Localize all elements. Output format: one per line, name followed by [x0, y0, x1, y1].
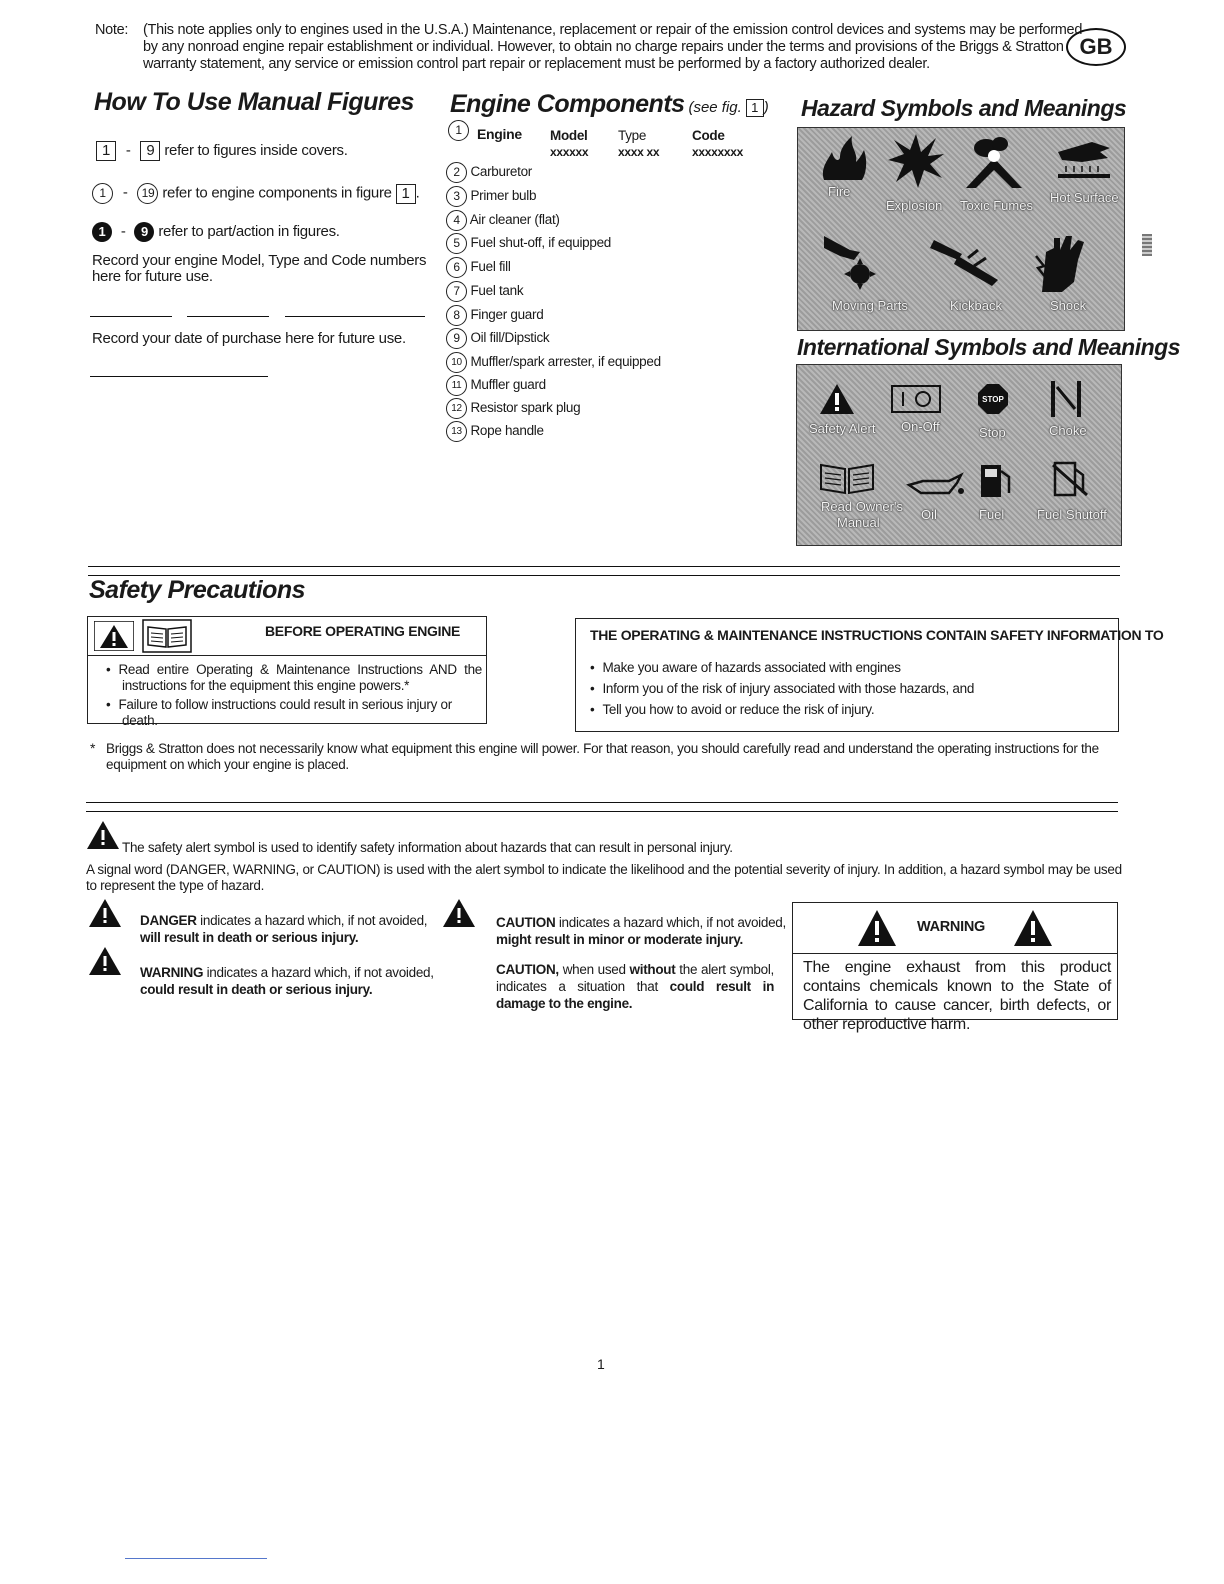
how-to-title: How To Use Manual Figures	[94, 88, 414, 116]
component-item	[446, 375, 546, 396]
components-title-text: Engine Components	[450, 90, 685, 118]
on-off-icon	[891, 385, 941, 413]
component-num: 11	[446, 375, 467, 396]
component-engine-label: Engine	[477, 126, 522, 142]
component-item	[446, 328, 549, 349]
component-item	[446, 162, 532, 183]
component-label: Rope handle	[470, 423, 544, 439]
fire-icon	[818, 134, 870, 182]
component-item	[446, 352, 661, 373]
list-item: • Tell you how to avoid or reduce the risk of injury.	[606, 701, 974, 719]
warning-box-header	[793, 903, 1117, 954]
components-close-paren: )	[763, 99, 769, 116]
danger-consequence: will result in death or serious injury.	[140, 930, 359, 945]
before-operating-title: BEFORE OPERATING ENGINE	[265, 623, 461, 639]
safety-title: Safety Precautions	[89, 576, 306, 604]
component-num: 1	[448, 120, 469, 141]
danger-text: indicates a hazard which, if not avoided,	[200, 913, 428, 928]
warning-consequence: could result in death or serious injury.	[140, 982, 373, 997]
signal-word-text: A signal word (DANGER, WARNING, or CAUTION) is used with the alert symbol to indicate the likelihood and the potential severity of injury. In addition, a hazard symbol may be used to represent the type of hazard.	[86, 862, 1122, 893]
warning-box-title: WARNING	[917, 919, 985, 935]
shock-icon	[1032, 232, 1092, 294]
figure-box-first: 1	[96, 141, 116, 161]
component-item	[446, 398, 580, 419]
safety-alert-icon	[819, 383, 855, 415]
intl-label-safety-alert: Safety Alert	[809, 421, 876, 436]
component-label: Carburetor	[470, 164, 532, 180]
hazard-label-fire: Fire	[828, 184, 851, 199]
figure-box-last: 9	[140, 141, 160, 161]
component-item	[446, 305, 543, 326]
intl-label-oil: Oil	[921, 507, 937, 522]
alert-symbol-text: The safety alert symbol is used to identify safety information about hazards that can result in personal injury.	[122, 840, 733, 855]
caution-text: indicates a hazard which, if not avoided,	[558, 915, 786, 930]
part-dot-first: 1	[92, 222, 112, 242]
component-num: 4	[446, 210, 467, 231]
read-manual-icon	[819, 461, 875, 495]
components-title	[450, 90, 769, 119]
list-item: • Failure to follow instructions could result in serious injury or death.	[122, 697, 482, 729]
international-symbols-panel	[796, 364, 1122, 546]
component-label: Oil fill/Dipstick	[470, 330, 550, 346]
component-circle-last: 19	[137, 183, 158, 204]
figure-ref-line	[96, 141, 348, 161]
hazard-label-toxic-fumes: Toxic Fumes	[960, 198, 1033, 213]
caution-no-symbol-definition	[496, 961, 774, 1012]
read-manual-icon	[142, 619, 192, 653]
intl-label-fuel: Fuel	[979, 507, 1005, 522]
component-item	[446, 257, 511, 278]
warning-text: indicates a hazard which, if not avoided,	[206, 965, 434, 980]
component-item	[446, 210, 560, 231]
list-item: • Make you aware of hazards associated with engines	[606, 659, 974, 677]
safety-alert-icon	[88, 898, 122, 928]
component-num: 12	[446, 398, 467, 419]
component-dash: -	[122, 184, 128, 202]
operating-info-box	[575, 618, 1164, 732]
before-operating-box	[87, 616, 487, 728]
note-text	[143, 22, 1083, 73]
component-type-label: Type	[618, 128, 647, 143]
component-label: Fuel fill	[470, 259, 511, 275]
intl-label-manual: Manual	[837, 515, 880, 530]
warning-box-text: The engine exhaust from this product contains chemicals known to the State of California to cause cancer, birth defects, or other reproductive harm.	[803, 959, 1111, 1033]
part-dot-last: 9	[134, 222, 154, 242]
oil-icon	[905, 471, 965, 499]
record-line-type	[187, 316, 269, 317]
moving-parts-icon	[820, 230, 882, 292]
section-divider-top	[88, 566, 1120, 567]
note-label: Note:	[95, 22, 129, 38]
explosion-icon	[886, 132, 946, 190]
component-model-label: Model	[550, 128, 588, 143]
record-text-line2: here for future use.	[92, 268, 213, 285]
component-circle-first: 1	[92, 183, 113, 204]
fuel-icon	[979, 461, 1013, 499]
component-ref-line: 1 - 19 refer to engine components in figure 1 .	[92, 183, 419, 204]
safety-alert-icon	[88, 946, 122, 976]
caution-consequence: might result in minor or moderate injury.	[496, 932, 743, 947]
list-item: • Inform you of the risk of injury associated with those hazards, and	[606, 680, 974, 698]
component-label: Muffler guard	[470, 377, 546, 393]
component-num: 9	[446, 328, 467, 349]
part-ref-text: refer to part/action in figures.	[158, 222, 340, 240]
component-num: 10	[446, 352, 467, 373]
components-fig-box: 1	[746, 99, 764, 117]
hazard-label-hot-surface: Hot Surface	[1050, 190, 1119, 205]
component-num: 2	[446, 162, 467, 183]
danger-word: DANGER	[140, 913, 197, 928]
part-dash: -	[120, 222, 126, 240]
safety-alert-icon	[1013, 909, 1053, 947]
note-line-2: by any nonroad engine repair establishment or individual. However, to obtain no charge repairs under the terms and provisions of the Briggs & Stratton	[143, 39, 1064, 55]
component-model-value: xxxxxx	[550, 145, 589, 159]
note-line-3: warranty statement, any service or emission control part repair or replacement must be performed by a factory authorized dealer.	[143, 56, 930, 72]
record-text-line1: Record your engine Model, Type and Code numbers	[92, 252, 427, 269]
fuel-shutoff-icon	[1051, 459, 1091, 499]
international-title: International Symbols and Meanings	[797, 334, 1181, 360]
record-line-code	[285, 316, 425, 317]
footnote-text: Briggs & Stratton does not necessarily know what equipment this engine will power. For that reason, you should carefully read and understand the operating instructions for the equipment on which your engine is placed.	[106, 741, 1099, 772]
component-label: Muffler/spark arrester, if equipped	[470, 354, 661, 370]
list-item: • Read entire Operating & Maintenance Instructions AND the instructions for the equipment this engine powers.*	[122, 662, 482, 694]
danger-definition	[140, 912, 440, 946]
intl-label-fuel-shutoff: Fuel Shutoff	[1037, 507, 1107, 522]
component-num: 5	[446, 233, 467, 254]
record-line-model	[90, 316, 172, 317]
warning-word: WARNING	[140, 965, 204, 980]
before-operating-header	[88, 617, 486, 656]
scan-edge-mark	[1142, 234, 1152, 256]
california-warning-box	[792, 902, 1118, 1033]
figure-ref-text: refer to figures inside covers.	[164, 141, 348, 159]
operating-info-list	[588, 659, 974, 722]
safety-alert-icon	[857, 909, 897, 947]
safety-alert-icon	[442, 898, 476, 928]
component-label: Resistor spark plug	[470, 400, 581, 416]
component-num: 7	[446, 281, 467, 302]
component-num: 3	[446, 186, 467, 207]
toxic-fumes-icon	[964, 134, 1028, 192]
component-label: Primer bulb	[470, 188, 537, 204]
record-line-date	[90, 376, 268, 377]
component-num: 8	[446, 305, 467, 326]
operating-info-title: THE OPERATING & MAINTENANCE INSTRUCTIONS CONTAIN SAFETY INFORMATION TO	[590, 627, 1164, 643]
component-num: 6	[446, 257, 467, 278]
component-code-label: Code	[692, 128, 725, 143]
section-divider-bottom-2	[86, 811, 1118, 812]
note-line-1: (This note applies only to engines used in the U.S.A.) Maintenance, replacement or repair of the emission control devices and systems may be performed	[143, 22, 1083, 38]
section-divider-bottom	[86, 802, 1118, 803]
components-header	[448, 118, 768, 162]
before-operating-list	[88, 656, 486, 729]
hazard-label-moving-parts: Moving Parts	[832, 298, 908, 313]
component-code-value: xxxxxxxx	[692, 145, 743, 159]
intl-label-on-off: On-Off	[901, 419, 940, 434]
part-ref-line	[92, 222, 340, 242]
caution2-word: CAUTION,	[496, 962, 559, 977]
intl-label-stop: Stop	[979, 425, 1006, 440]
bottom-edge-line	[125, 1558, 267, 1559]
intl-label-read-manual: Read Owner's	[821, 499, 903, 514]
hazard-label-explosion: Explosion	[886, 198, 943, 213]
component-item	[446, 421, 544, 442]
kickback-icon	[928, 236, 1000, 288]
page-number: 1	[597, 1356, 605, 1372]
component-type-value: xxxx xx	[618, 145, 660, 159]
component-label: Fuel shut-off, if equipped	[470, 235, 612, 251]
caution2-text1: when used	[562, 962, 626, 977]
component-item	[446, 186, 536, 207]
component-label: Finger guard	[470, 307, 544, 323]
hazard-title: Hazard Symbols and Meanings	[801, 95, 1127, 121]
caution2-without: without	[629, 962, 676, 977]
component-num: 13	[446, 421, 467, 442]
component-item	[446, 233, 611, 254]
stop-sign-text: STOP	[982, 395, 1004, 404]
hazard-label-shock: Shock	[1050, 298, 1087, 313]
caution2-text2: the alert symbol, indicates a situation that	[496, 962, 774, 994]
caution-definition	[496, 914, 786, 948]
gb-badge: GB	[1066, 28, 1126, 66]
component-item	[446, 281, 523, 302]
component-label: Air cleaner (flat)	[469, 212, 560, 228]
components-see-fig: (see fig.	[688, 99, 742, 116]
component-label: Fuel tank	[470, 283, 524, 299]
stop-icon	[977, 383, 1009, 415]
figure-dash: -	[125, 141, 131, 159]
choke-icon	[1047, 379, 1087, 419]
hot-surface-icon	[1052, 138, 1114, 182]
caution2-consequence: could result in damage to the engine.	[496, 979, 775, 1011]
safety-alert-icon	[94, 621, 134, 651]
component-ref-text: refer to engine components in figure	[162, 184, 392, 202]
hazard-symbols-panel	[797, 127, 1125, 331]
warning-definition	[140, 964, 440, 998]
hazard-label-kickback: Kickback	[950, 298, 1003, 313]
intl-label-choke: Choke	[1049, 423, 1087, 438]
record-date-text: Record your date of purchase here for future use.	[92, 330, 406, 347]
safety-alert-icon	[86, 820, 120, 850]
component-figure-box: 1	[396, 184, 416, 204]
caution-word: CAUTION	[496, 915, 556, 930]
footnote-star: *	[90, 740, 96, 756]
record-model-text	[92, 253, 426, 285]
